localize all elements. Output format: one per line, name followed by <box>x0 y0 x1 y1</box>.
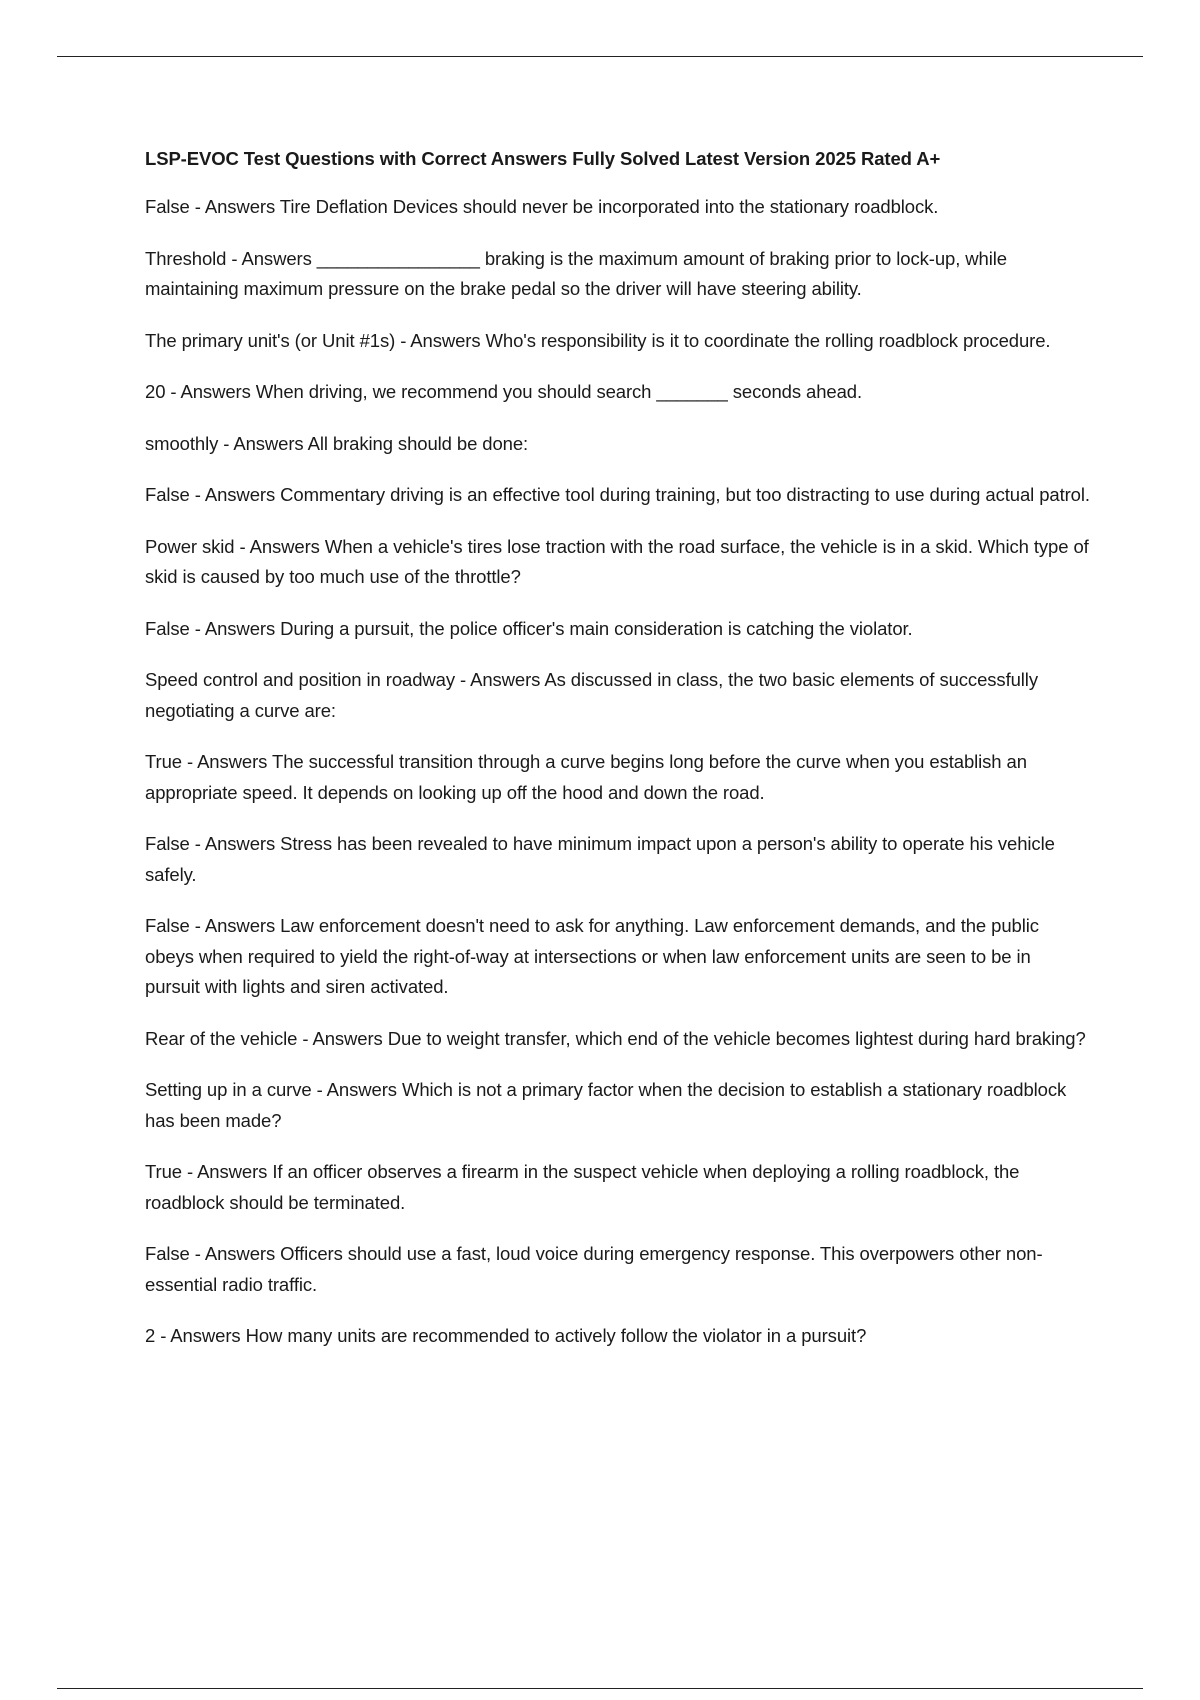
qa-item: True - Answers If an officer observes a firearm in the suspect vehicle when deploying a rolling roadblock, the roadblock should be terminated. <box>145 1161 1020 1213</box>
top-divider <box>57 56 1143 57</box>
qa-item: Threshold - Answers ________________ braking is the maximum amount of braking prior to lock-up, while maintaining maximum pressure on the brake pedal so the driver will have steering ability. <box>145 247 1007 299</box>
qa-item: Rear of the vehicle - Answers Due to weight transfer, which end of the vehicle becomes lightest during hard braking? <box>145 1027 1086 1049</box>
qa-item: False - Answers Commentary driving is an effective tool during training, but too distracting to use during actual patrol. <box>145 484 1090 505</box>
document-title: LSP-EVOC Test Questions with Correct Answers Fully Solved Latest Version 2025 Rated A+ <box>145 148 941 169</box>
qa-item: smoothly - Answers All braking should be done: <box>145 432 529 454</box>
qa-item: Speed control and position in roadway - Answers As discussed in class, the two basic elements of successfully negotiating a curve are: <box>145 669 1038 721</box>
qa-item: 20 - Answers When driving, we recommend you should search _______ seconds ahead. <box>145 381 863 402</box>
qa-item: Power skid - Answers When a vehicle's tires lose traction with the road surface, the vehicle is in a skid. Which type of skid is caused by too much use of the throttle? <box>145 535 1089 587</box>
qa-item: The primary unit's (or Unit #1s) - Answers Who's responsibility is it to coordinate the rolling roadblock procedure. <box>145 329 1051 351</box>
qa-item: Setting up in a curve - Answers Which is not a primary factor when the decision to establish a stationary roadblock has been made? <box>145 1079 1067 1131</box>
qa-item: False - Answers Tire Deflation Devices should never be incorporated into the stationary roadblock. <box>145 196 939 217</box>
qa-item: False - Answers During a pursuit, the police officer's main consideration is catching the violator. <box>145 617 913 639</box>
bottom-divider <box>57 1688 1143 1689</box>
qa-item: False - Answers Stress has been revealed to have minimum impact upon a person's ability to operate his vehicle safely. <box>145 833 1055 885</box>
document-body <box>145 144 1090 1373</box>
qa-item: False - Answers Law enforcement doesn't need to ask for anything. Law enforcement demands, and the public obeys when required to yield the right-of-way at intersections or when law enforcement units are seen to be in pursuit with lights and siren activated. <box>145 915 1039 997</box>
qa-item: 2 - Answers How many units are recommended to actively follow the violator in a pursuit? <box>145 1325 867 1346</box>
qa-item: False - Answers Officers should use a fast, loud voice during emergency response. This overpowers other non-essential radio traffic. <box>145 1243 1043 1295</box>
qa-list <box>145 192 1090 1352</box>
qa-item: True - Answers The successful transition through a curve begins long before the curve when you establish an appropriate speed. It depends on looking up off the hood and down the road. <box>145 751 1027 803</box>
